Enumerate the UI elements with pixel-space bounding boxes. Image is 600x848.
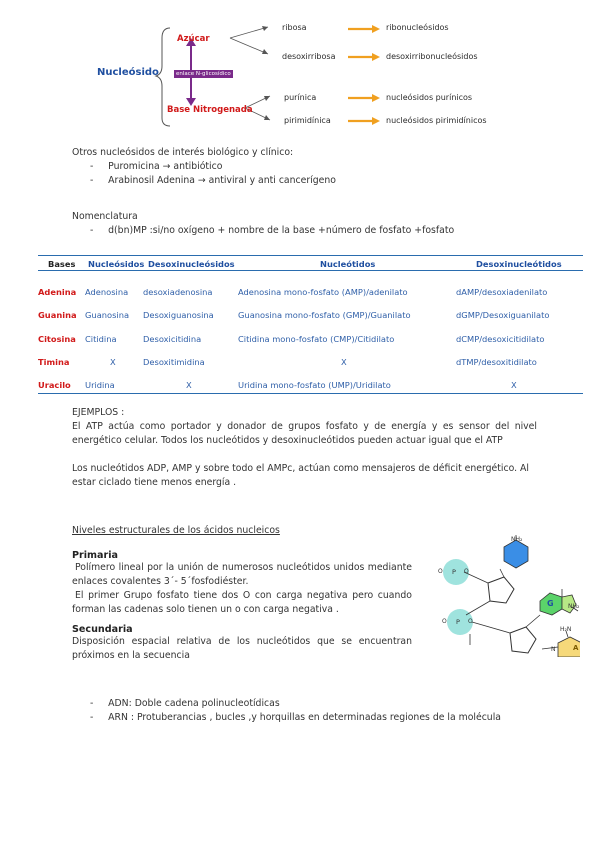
cytosine-ring	[504, 540, 528, 568]
oxygen-label: O	[464, 568, 469, 575]
otros-item: - Arabinosil Adenina → antiviral y anti cancerígeno	[90, 175, 336, 186]
table-cell: Uridina	[85, 380, 115, 390]
sugar-ring	[488, 577, 514, 603]
table-cell: Citidina	[85, 334, 117, 344]
ejemplos-paragraph: El ATP actúa como portador y donador de grupos fosfato y de energía y es sensor del nivel energético celular. Todos los nucleótidos y desoxinucleótidos pueden actuar igual que el ATP	[72, 421, 537, 446]
ejemplos-section	[72, 406, 537, 490]
primaria-paragraph: Polímero lineal por la unión de numerosos nucleótidos unidos mediante enlaces covalentes 3´- 5´fosfodiéster.	[72, 562, 412, 587]
enlace-label: enlace N-glicosídico	[176, 71, 231, 77]
primaria-title: Primaria	[72, 550, 119, 561]
otros-item: - Puromicina → antibiótico	[90, 161, 223, 172]
oxygen-label: O	[438, 568, 443, 575]
nomenclatura-section	[72, 210, 542, 238]
table-cell: Desoxiguanosina	[143, 310, 214, 320]
nucleosidos-purinicos-label: nucleósidos purínicos	[386, 93, 473, 102]
list-item: - ADN: Doble cadena polinucleotídicas	[90, 698, 280, 709]
otros-item-text: Puromicina → antibiótico	[108, 161, 223, 172]
base-cell: Citosina	[38, 334, 76, 344]
table-cell: X	[186, 380, 192, 390]
nh2-label: NH₂	[511, 536, 523, 543]
primaria-paragraph: El primer Grupo fosfato tiene dos O con carga negativa pero cuando forman las cadenas solo tienen un o con carga negativa .	[72, 590, 412, 615]
desoxirribosa-label: desoxirribosa	[282, 52, 336, 61]
table-header: Bases	[48, 259, 76, 269]
table-header-divider	[38, 270, 583, 271]
table-cell: dAMP/desoxiadenilato	[456, 287, 548, 297]
secundaria-title: Secundaria	[72, 624, 133, 635]
azucar-label: Azúcar	[177, 34, 210, 44]
table-cell: Desoxitimidina	[143, 357, 205, 367]
base-nitrogenada-label: Base Nitrogenada	[167, 105, 253, 115]
base-cell: Timina	[38, 357, 70, 367]
table-cell: Citidina mono-fosfato (CMP)/Citidilato	[238, 334, 395, 344]
ribosa-label: ribosa	[282, 23, 307, 32]
list-item-text: ARN : Protuberancias , bucles ,y horquillas en determinadas regiones de la molécula	[108, 712, 501, 723]
otros-item-text: Arabinosil Adenina → antiviral y anti cancerígeno	[108, 175, 336, 186]
table-cell: desoxiadenosina	[143, 287, 213, 297]
list-item-text: ADN: Doble cadena polinucleotídicas	[108, 698, 280, 709]
list-item: - ARN : Protuberancias , bucles ,y horquillas en determinadas regiones de la molécula	[90, 712, 501, 723]
guanine-label: G	[547, 599, 554, 608]
purinica-label: purínica	[284, 93, 317, 102]
base-cell: Guanina	[38, 310, 77, 320]
dna-strand-illustration	[430, 535, 580, 657]
table-cell: Uridina mono-fosfato (UMP)/Uridilato	[238, 380, 391, 390]
phosphate-label: P	[456, 618, 460, 626]
nomenclatura-title: Nomenclatura	[72, 211, 138, 222]
otros-title: Otros nucleósidos de interés biológico y clínico:	[72, 147, 294, 158]
oxygen-label: O	[468, 618, 473, 625]
ejemplos-paragraph: Los nucleótidos ADP, AMP y sobre todo el AMPc, actúan como mensajeros de déficit energético. Al estar ciclado tiene menos energía .	[72, 463, 529, 488]
table-cell: X	[341, 357, 347, 367]
h2n-label: H₂N	[560, 626, 572, 633]
adenine-label: A	[573, 644, 579, 652]
nomenclatura-item-text: d(bn)MP :si/no oxígeno + nombre de la base +número de fosfato +fosfato	[108, 225, 455, 236]
table-cell: Adenosina mono-fosfato (AMP)/adenilato	[238, 287, 408, 297]
table-header: Nucleósidos	[88, 259, 145, 269]
nucleosidos-pirimidinicos-label: nucleósidos pirimidínicos	[386, 116, 487, 125]
table-header: Desoxinucleótidos	[476, 259, 562, 269]
table-cell: Guanosina mono-fosfato (GMP)/Guanilato	[238, 310, 411, 320]
ejemplos-title: EJEMPLOS :	[72, 407, 125, 418]
nomenclatura-item: - d(bn)MP :si/no oxígeno + nombre de la base +número de fosfato +fosfato	[90, 225, 455, 236]
table-cell: Guanosina	[85, 310, 130, 320]
oxygen-label: O	[442, 618, 447, 625]
table-cell: dTMP/desoxitidilato	[456, 357, 537, 367]
table-cell: dCMP/desoxicitidilato	[456, 334, 545, 344]
nh2-label: NH₂	[568, 603, 580, 610]
base-cell: Adenina	[38, 287, 77, 297]
pirimidinica-label: pirimidínica	[284, 116, 331, 125]
table-cell: X	[511, 380, 517, 390]
nucleosido-label: Nucleósido	[97, 67, 159, 78]
table-cell: Desoxicitidina	[143, 334, 202, 344]
nitrogen-label: N	[551, 646, 556, 653]
bases-table	[38, 255, 583, 394]
otros-section	[72, 146, 532, 188]
table-cell: Adenosina	[85, 287, 129, 297]
table-cell: X	[110, 357, 116, 367]
ribonucleosidos-label: ribonucleósidos	[386, 23, 449, 32]
secundaria-paragraph: Disposición espacial relativa de los nucleótidos que se encuentran próximos en la secuencia	[72, 636, 412, 661]
table-header: Desoxinucleósidos	[148, 259, 235, 269]
sugar-ring	[510, 627, 536, 653]
table-cell: dGMP/Desoxiguanilato	[456, 310, 550, 320]
cytosine-label: C	[498, 553, 504, 562]
phosphate-label: P	[452, 568, 456, 576]
secundaria-list	[90, 697, 550, 725]
table-header: Nucleótidos	[320, 259, 376, 269]
niveles-title: Niveles estructurales de los ácidos nucleicos	[72, 525, 280, 536]
desoxirribonucleosidos-label: desoxirribonucleósidos	[386, 52, 478, 61]
base-cell: Uracilo	[38, 380, 71, 390]
niveles-section	[72, 524, 412, 663]
